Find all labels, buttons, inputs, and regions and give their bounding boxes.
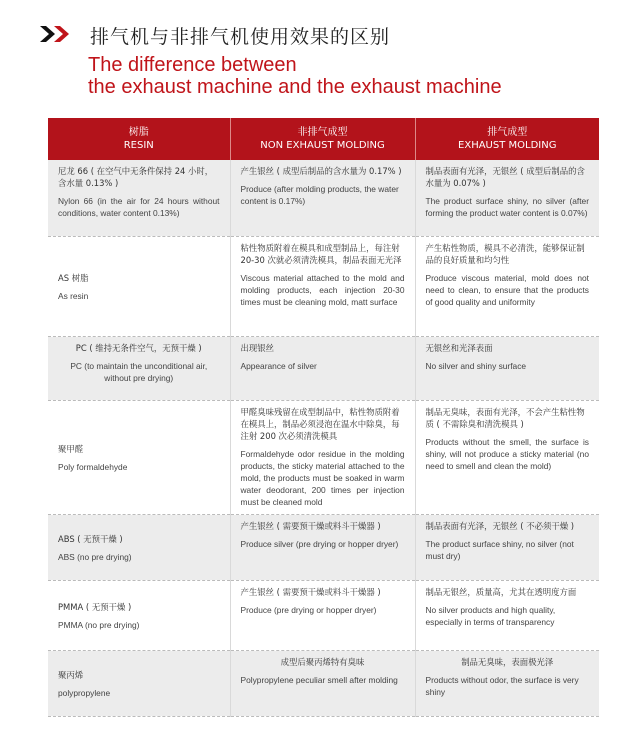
non-exhaust-cell <box>230 400 415 514</box>
header-resin-cn: 树脂 <box>128 127 149 138</box>
exhaust-cell <box>415 650 599 716</box>
non-exhaust-cell <box>230 514 415 580</box>
resin-cn: AS 树脂 <box>58 272 89 283</box>
header-exhaust <box>415 118 599 160</box>
resin-cn: PC ( 维持无条件空气，无预干燥 ) <box>75 342 202 353</box>
resin-en: ABS (no pre drying) <box>58 551 132 562</box>
exhaust-cell <box>415 400 599 514</box>
exhaust-cn: 产生粘性物质，模具不必清洗，能够保证制品的良好质量和均匀性 <box>425 242 585 265</box>
exhaust-en: Products without the smell, the surface is shiny, will not produce a sticky material (no need to smell and clean the mold) <box>425 436 589 471</box>
header-non-exhaust-en: NON EXHAUST MOLDING <box>260 140 385 151</box>
non-exhaust-cn: 产生银丝 ( 需要预干燥或料斗干燥器 ) <box>240 586 381 597</box>
exhaust-en: Produce viscous material, mold does not need to clean, to ensure that the products of good quality and uniformity <box>425 272 589 307</box>
exhaust-cn: 制品无臭味，表面极光泽 <box>461 656 554 667</box>
non-exhaust-cn: 成型后聚丙烯特有臭味 <box>280 656 365 667</box>
exhaust-cell <box>415 160 599 236</box>
table-row <box>48 236 599 336</box>
resin-cell <box>48 650 230 716</box>
resin-cell <box>48 580 230 650</box>
table-row <box>48 336 599 400</box>
non-exhaust-en: Polypropylene peculiar smell after molding <box>240 674 398 685</box>
non-exhaust-cn: 甲醛臭味残留在成型制品中，粘性物质附着在模具上，制品必须浸泡在温水中除臭，每注射 200 次必须清洗模具 <box>240 406 400 441</box>
resin-cell <box>48 160 230 236</box>
non-exhaust-cn: 产生银丝 ( 需要预干燥或料斗干燥器 ) <box>240 520 381 531</box>
header-resin-en: RESIN <box>123 140 154 151</box>
resin-en: polypropylene <box>58 687 111 698</box>
resin-cn: 尼龙 66 ( 在空气中无条件保持 24 小时，含水量 0.13% ) <box>58 166 214 188</box>
resin-en: As resin <box>58 290 89 301</box>
header-exhaust-en: EXHAUST MOLDING <box>458 140 557 151</box>
exhaust-cell <box>415 514 599 580</box>
non-exhaust-cell <box>230 160 415 236</box>
non-exhaust-cell <box>230 650 415 716</box>
page-title-chinese: 排气机与非排气机使用效果的区别 <box>90 26 391 48</box>
non-exhaust-en: Produce silver (pre drying or hopper dryer) <box>240 538 399 549</box>
non-exhaust-cell <box>230 336 415 400</box>
comparison-table <box>48 118 599 717</box>
resin-en: PMMA (no pre drying) <box>58 619 140 630</box>
header-resin <box>48 118 230 160</box>
table-row <box>48 580 599 650</box>
exhaust-cell <box>415 336 599 400</box>
exhaust-en: No silver and shiny surface <box>425 360 527 371</box>
header-exhaust-cn: 排气成型 <box>487 127 528 138</box>
resin-cn: 聚丙烯 <box>58 669 84 680</box>
exhaust-cell <box>415 580 599 650</box>
table-header-row <box>48 118 599 160</box>
title-en-line1: The difference between <box>88 54 297 76</box>
exhaust-cn: 制品无银丝，质量高，尤其在透明度方面 <box>425 586 577 597</box>
exhaust-en: Products without odor, the surface is very shiny <box>425 674 579 697</box>
resin-en: PC (to maintain the unconditional air, without pre drying) <box>70 360 208 383</box>
exhaust-en: The product surface shiny, no silver (not must dry) <box>425 538 574 561</box>
resin-cell <box>48 236 230 336</box>
exhaust-cn: 制品表面有光泽，无银丝 ( 不必须干燥 ) <box>425 520 575 531</box>
table-row <box>48 514 599 580</box>
non-exhaust-en: Appearance of silver <box>240 360 317 371</box>
resin-cell <box>48 336 230 400</box>
exhaust-en: No silver products and high quality, especially in terms of transparency <box>425 604 556 627</box>
resin-cn: PMMA ( 无预干燥 ) <box>58 601 132 612</box>
exhaust-cn: 无银丝和光泽表面 <box>425 342 493 353</box>
header-non-exhaust-cn: 非排气成型 <box>297 127 348 138</box>
non-exhaust-cn: 出现银丝 <box>240 342 274 353</box>
non-exhaust-en: Produce (after molding products, the water content is 0.17%) <box>240 184 399 206</box>
non-exhaust-cn: 粘性物质附着在模具和成型制品上，每注射 20-30 次就必须清洗模具，制品表面无光泽 <box>240 242 402 265</box>
double-chevron-icon <box>40 24 74 44</box>
resin-cn: ABS ( 无预干燥 ) <box>58 533 123 544</box>
header-non-exhaust <box>230 118 415 160</box>
table-row <box>48 400 599 514</box>
exhaust-en: The product surface shiny, no silver (after forming the product water content is 0.07%) <box>425 196 589 218</box>
page-title-english <box>88 54 502 98</box>
resin-cell <box>48 400 230 514</box>
non-exhaust-en: Formaldehyde odor residue in the molding products, the sticky material attached to the mold, the products must be soaked in warm water deodorant, 200 times per injection must be cleaned mold <box>240 448 405 507</box>
non-exhaust-en: Viscous material attached to the mold and molding products, each injection 20-30 times must be cleaning mold, matt surface <box>240 272 405 307</box>
resin-en: Nylon 66 (in the air for 24 hours without conditions, water content 0.13%) <box>58 196 220 218</box>
exhaust-cn: 制品表面有光泽，无银丝 ( 成型后制品的含水量为 0.07% ) <box>425 166 585 188</box>
non-exhaust-en: Produce (pre drying or hopper dryer) <box>240 604 377 615</box>
title-en-line2: the exhaust machine and the exhaust machine <box>88 76 502 98</box>
non-exhaust-cn: 产生银丝 ( 成型后制品的含水量为 0.17% ) <box>240 166 402 176</box>
resin-cn: 聚甲醛 <box>58 443 84 454</box>
resin-en: Poly formaldehyde <box>58 461 128 472</box>
exhaust-cell <box>415 236 599 336</box>
resin-cell <box>48 514 230 580</box>
table-row <box>48 650 599 716</box>
table-row <box>48 160 599 236</box>
exhaust-cn: 制品无臭味，表面有光泽，不会产生粘性物质 ( 不需除臭和清洗模具 ) <box>425 406 585 429</box>
non-exhaust-cell <box>230 580 415 650</box>
non-exhaust-cell <box>230 236 415 336</box>
